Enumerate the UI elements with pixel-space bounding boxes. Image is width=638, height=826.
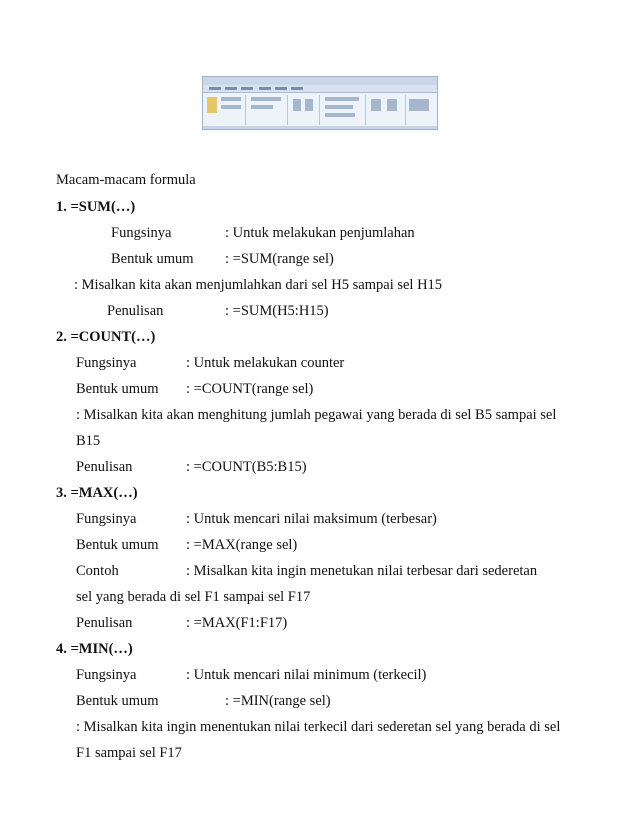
bentuk-label: Bentuk umum xyxy=(76,381,159,397)
fungsi-value: : Untuk mencari nilai maksimum (terbesar) xyxy=(186,511,437,527)
contoh-text: : Misalkan kita ingin menentukan nilai terkecil dari sederetan sel yang berada di sel xyxy=(76,719,561,735)
fungsi-value: : Untuk melakukan counter xyxy=(186,355,345,371)
penulisan-value: : =SUM(H5:H15) xyxy=(225,303,329,319)
penulisan-label: Penulisan xyxy=(107,303,164,319)
fungsi-label: Fungsinya xyxy=(111,225,172,241)
spreadsheet-ribbon-screenshot xyxy=(202,76,438,130)
penulisan-value: : =COUNT(B5:B15) xyxy=(186,459,307,475)
penulisan-label: Penulisan xyxy=(76,615,133,631)
bentuk-value: : =COUNT(range sel) xyxy=(186,381,314,397)
bentuk-label: Bentuk umum xyxy=(76,537,159,553)
fungsi-label: Fungsinya xyxy=(76,355,137,371)
section-number: 2. xyxy=(56,329,67,345)
penulisan-value: : =MAX(F1:F17) xyxy=(186,615,288,631)
section-number: 1. xyxy=(56,199,67,215)
ribbon-tabs xyxy=(203,85,437,93)
contoh-text-continued: sel yang berada di sel F1 sampai sel F17 xyxy=(76,589,311,605)
section-2-title xyxy=(56,328,155,346)
bentuk-label: Bentuk umum xyxy=(76,693,159,709)
contoh-text-continued: B15 xyxy=(76,433,101,449)
section-4-title xyxy=(56,640,133,658)
formula-name: =MAX(…) xyxy=(70,485,138,501)
fungsi-label: Fungsinya xyxy=(76,511,137,527)
heading: Macam-macam formula xyxy=(56,172,196,188)
contoh-text: : Misalkan kita akan menjumlahkan dari sel H5 sampai sel H15 xyxy=(74,277,443,293)
fungsi-value: : Untuk melakukan penjumlahan xyxy=(225,225,415,241)
bentuk-value: : =SUM(range sel) xyxy=(225,251,334,267)
section-3-title xyxy=(56,484,138,502)
formula-name: =MIN(…) xyxy=(70,641,133,657)
bentuk-label: Bentuk umum xyxy=(111,251,194,267)
contoh-text-continued: F1 sampai sel F17 xyxy=(76,745,182,761)
contoh-text: : Misalkan kita akan menghitung jumlah pegawai yang berada di sel B5 sampai sel xyxy=(76,407,557,423)
contoh-label: Contoh xyxy=(76,563,119,579)
ribbon-title-bar xyxy=(203,77,437,85)
ribbon-body xyxy=(203,93,437,129)
formula-name: =COUNT(…) xyxy=(70,329,156,345)
bentuk-value: : =MAX(range sel) xyxy=(186,537,298,553)
contoh-value: : Misalkan kita ingin menetukan nilai terbesar dari sederetan xyxy=(186,563,538,579)
section-number: 3. xyxy=(56,485,67,501)
section-number: 4. xyxy=(56,641,67,657)
section-1-title xyxy=(56,198,135,216)
formula-name: =SUM(…) xyxy=(70,199,136,215)
bentuk-value: : =MIN(range sel) xyxy=(225,693,331,709)
fungsi-label: Fungsinya xyxy=(76,667,137,683)
penulisan-label: Penulisan xyxy=(76,459,133,475)
fungsi-value: : Untuk mencari nilai minimum (terkecil) xyxy=(186,667,427,683)
